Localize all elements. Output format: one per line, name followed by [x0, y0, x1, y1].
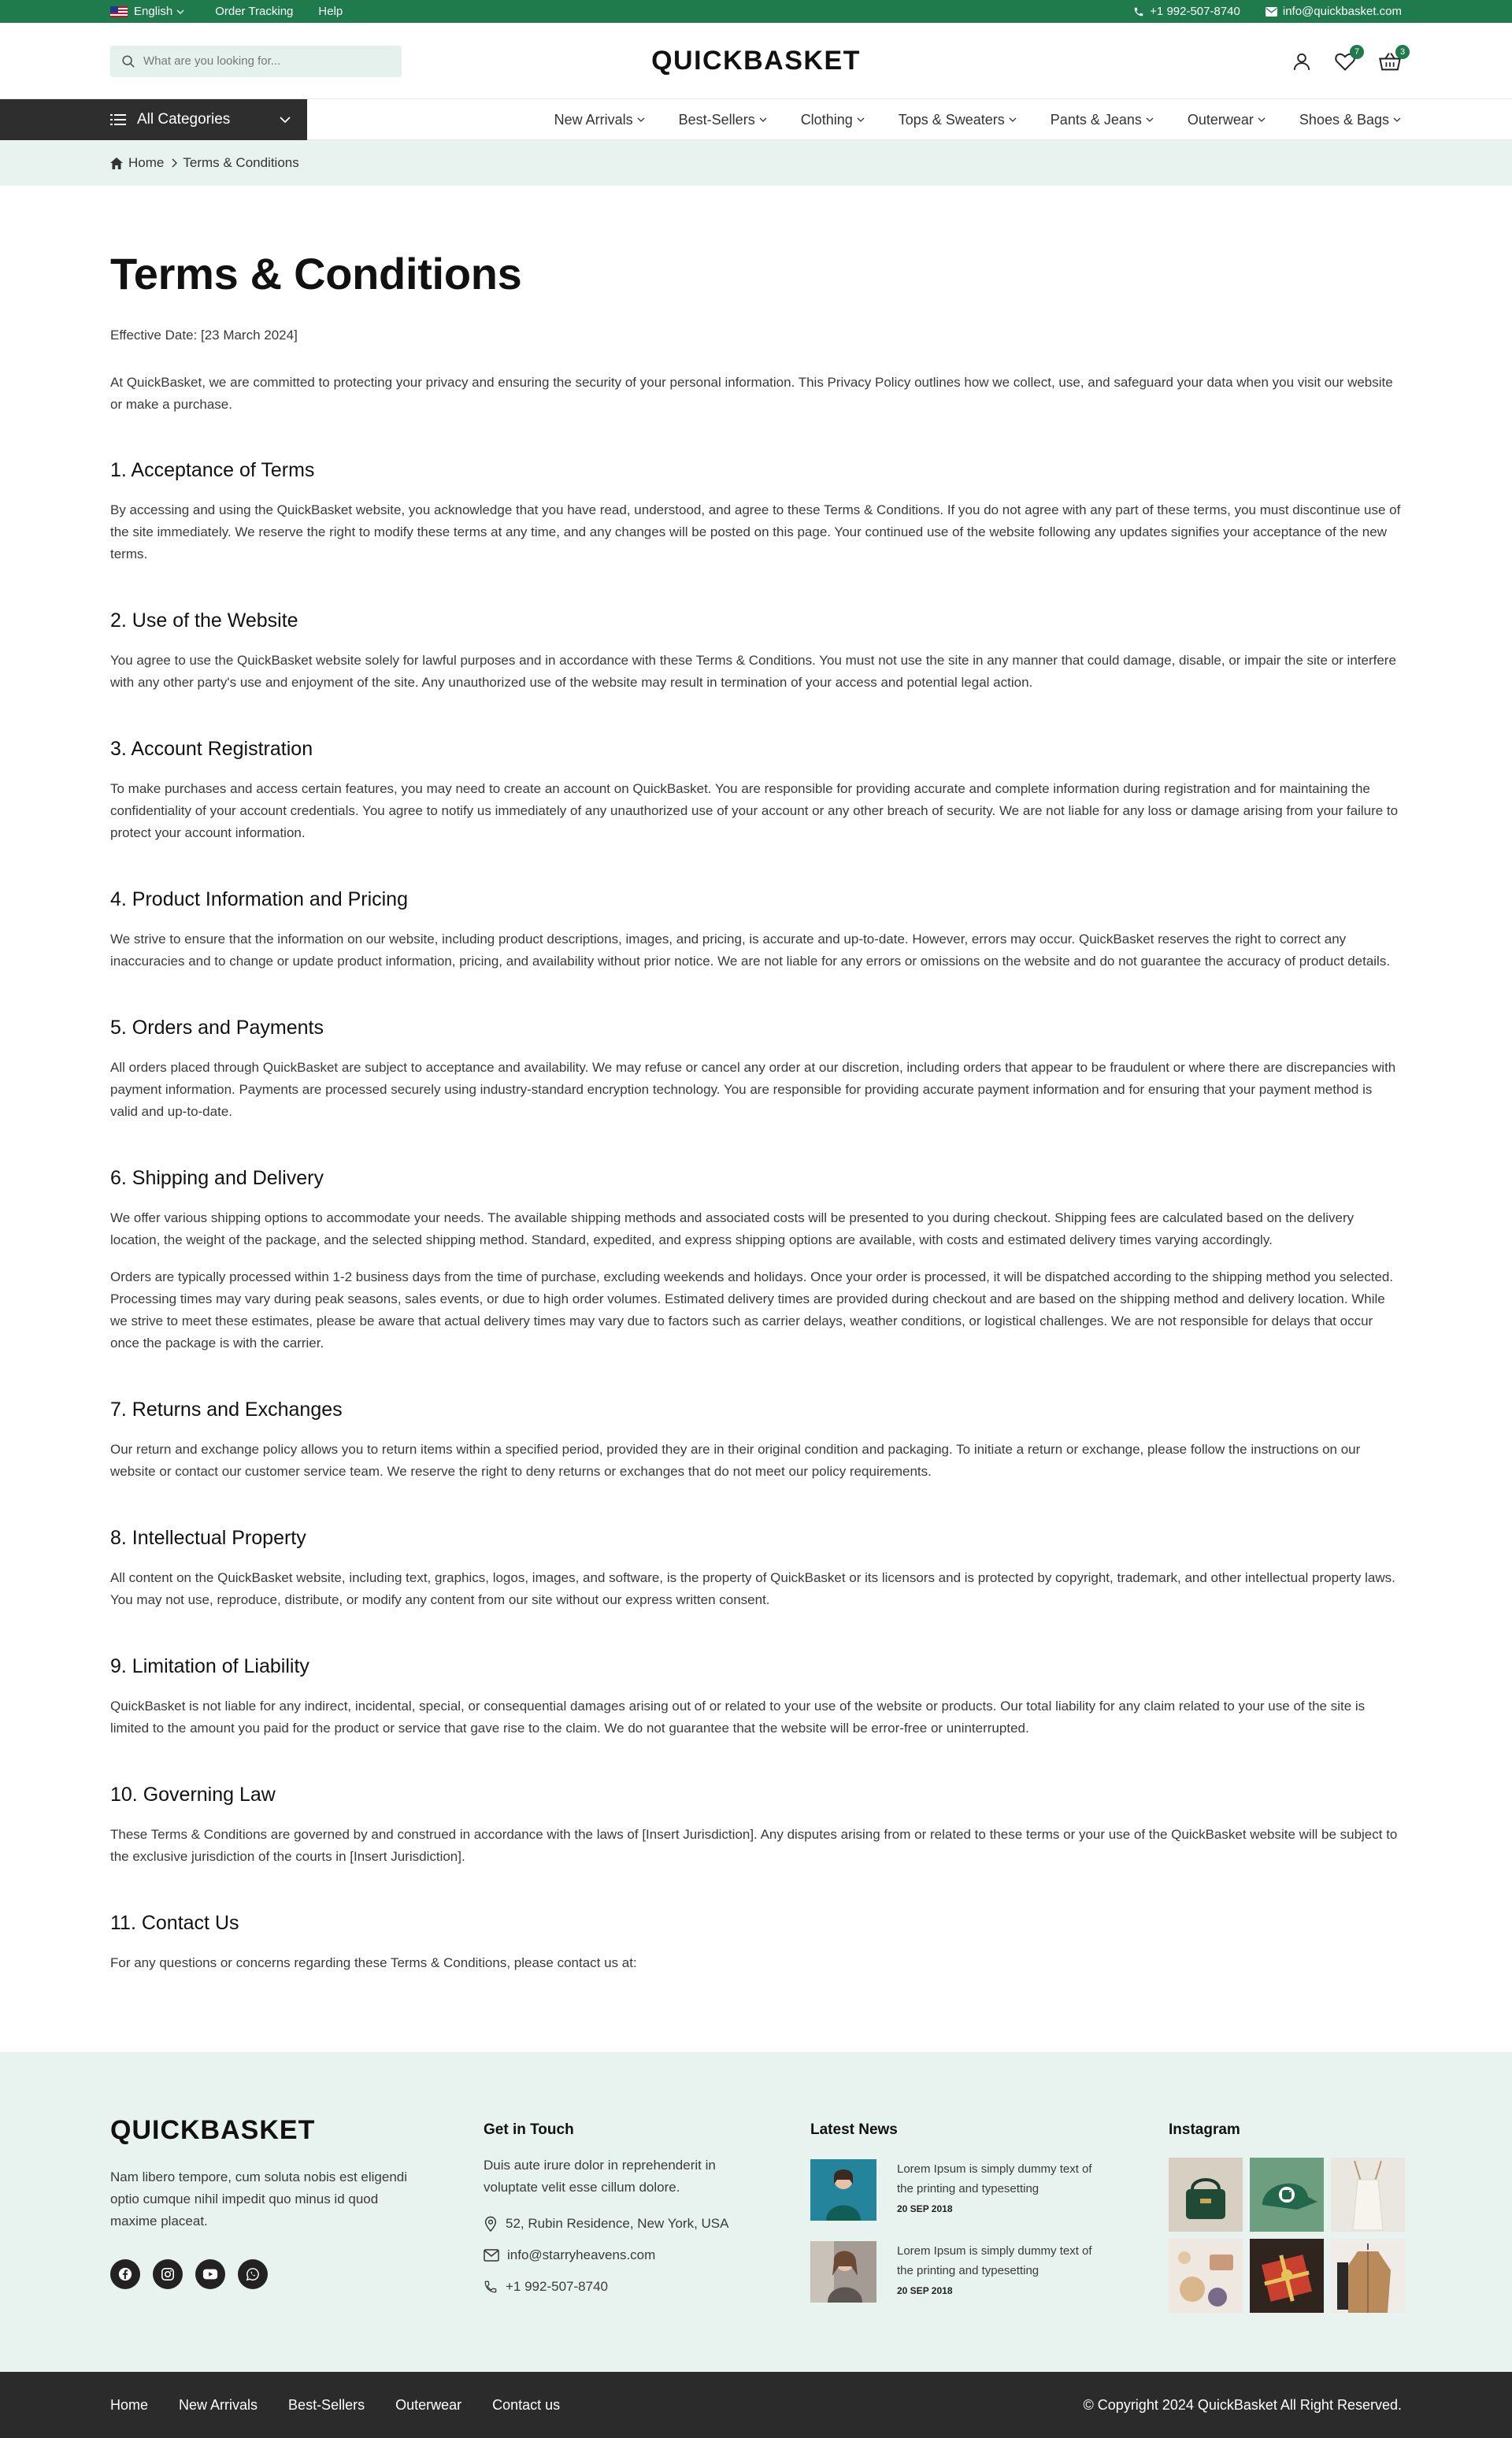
- footer-link-best-sellers[interactable]: Best-Sellers: [288, 2396, 365, 2413]
- breadcrumb-home[interactable]: Home: [128, 155, 165, 170]
- copyright-text: © Copyright 2024 QuickBasket All Right Reserved.: [1083, 2396, 1402, 2413]
- nav-item-label: Clothing: [800, 111, 853, 128]
- cart-button[interactable]: [1378, 46, 1406, 72]
- mail-icon: [1266, 7, 1277, 17]
- news-date: 20 SEP 2018: [897, 2285, 953, 2296]
- instagram-photo-cap[interactable]: [1250, 2158, 1324, 2232]
- section-paragraph: We strive to ensure that the information on our website, including product descriptions, images, and pricing, is accurate and up-to-date. However, errors may occur. QuickBasket reserves the right to correct any inaccuracies and to change or update product information, pricing, and availability without prior notice. We are not liable for any errors or omissions on the website and do not guarantee the accuracy of product details.: [110, 932, 1391, 969]
- footer-link-contact[interactable]: Contact us: [492, 2396, 561, 2413]
- account-button[interactable]: [1292, 51, 1312, 72]
- effective-date: Effective Date: [23 March 2024]: [110, 328, 298, 343]
- whatsapp-button[interactable]: [238, 2259, 268, 2289]
- section-intellectual-property: [110, 1526, 1402, 1611]
- section-paragraph: All content on the QuickBasket website, including text, graphics, logos, images, and software, is the property of QuickBasket or its licensors and is protected by copyright, trademark, and other intellectual property laws. You may not use, reproduce, distribute, or modify any content from our site without our express written consent.: [110, 1570, 1395, 1607]
- footer-phone[interactable]: [484, 2279, 767, 2295]
- home-icon: [110, 157, 123, 169]
- footer-address: [484, 2216, 767, 2232]
- get-in-touch-text: Duis aute irure dolor in reprehenderit in voluptate velit esse cillum dolore.: [484, 2158, 716, 2195]
- section-shipping-delivery: [110, 1166, 1402, 1354]
- intro-paragraph: At QuickBasket, we are committed to protecting your privacy and ensuring the security of your personal information. This Privacy Policy outlines how we collect, use, and safeguard your data when you visit our website or make a purchase.: [110, 375, 1393, 412]
- facebook-button[interactable]: [110, 2259, 140, 2289]
- nav-item-label: New Arrivals: [554, 111, 633, 128]
- map-pin-icon: [484, 2216, 498, 2232]
- footer-phone-text: +1 992-507-8740: [506, 2279, 608, 2294]
- language-selector[interactable]: [110, 5, 190, 18]
- section-heading: 11. Contact Us: [110, 1912, 239, 1934]
- section-heading: 5. Orders and Payments: [110, 1017, 324, 1039]
- news-thumbnail[interactable]: [810, 2159, 876, 2221]
- news-item[interactable]: [810, 2159, 1125, 2221]
- section-product-info: [110, 887, 1402, 973]
- cart-count-badge: 3: [1395, 45, 1410, 59]
- section-heading: 8. Intellectual Property: [110, 1527, 306, 1549]
- section-heading: 9. Limitation of Liability: [110, 1655, 309, 1677]
- breadcrumb: [0, 140, 1512, 186]
- footer-links: [110, 2397, 591, 2414]
- section-paragraph: You agree to use the QuickBasket website solely for lawful purposes and in accordance with these Terms & Conditions. You must not use the site in any manner that could damage, disable, or impair the site or interfere with any other party's use and enjoyment of the site. Any unauthorized use of the website may result in termination of your access and potential legal action.: [110, 653, 1396, 690]
- footer-about: [110, 2115, 425, 2289]
- section-paragraph: For any questions or concerns regarding these Terms & Conditions, please contact us at:: [110, 1955, 637, 1970]
- instagram-icon: [161, 2267, 175, 2281]
- chevron-down-icon: [1257, 115, 1266, 124]
- instagram-photo-cosmetics[interactable]: [1169, 2239, 1243, 2313]
- page-title: Terms & Conditions: [110, 249, 522, 298]
- user-icon: [1292, 51, 1312, 72]
- mail-icon: [484, 2249, 499, 2262]
- news-title[interactable]: Lorem Ipsum is simply dummy text of the printing and typesetting: [897, 2162, 1092, 2195]
- bottom-bar: [0, 2372, 1512, 2438]
- topbar-phone-text: +1 992-507-8740: [1150, 5, 1240, 18]
- news-title[interactable]: Lorem Ipsum is simply dummy text of the printing and typesetting: [897, 2244, 1092, 2277]
- section-account-registration: [110, 737, 1402, 844]
- topbar-email-text: info@quickbasket.com: [1282, 5, 1402, 18]
- wishlist-count-badge: 7: [1350, 45, 1364, 59]
- section-governing-law: [110, 1783, 1402, 1868]
- section-limitation-liability: [110, 1654, 1402, 1740]
- section-paragraph: To make purchases and access certain features, you may need to create an account on QuickBasket. You are responsible for providing accurate and complete information during registration and for maintaining the confidentiality of your account credentials. You agree to notify us immediately of any unauthorized use of your account or any other breach of security. We are not liable for any loss or damage arising from your failure to protect your account information.: [110, 781, 1399, 840]
- section-orders-payments: [110, 1016, 1402, 1123]
- section-heading: 6. Shipping and Delivery: [110, 1167, 324, 1189]
- section-heading: 10. Governing Law: [110, 1784, 276, 1806]
- instagram-button[interactable]: [153, 2259, 183, 2289]
- search-icon[interactable]: [121, 54, 135, 69]
- search-input[interactable]: [143, 54, 380, 68]
- topbar-phone[interactable]: [1133, 5, 1240, 18]
- site-footer: [0, 2052, 1512, 2372]
- breadcrumb-current: Terms & Conditions: [183, 155, 299, 170]
- phone-icon: [1133, 6, 1144, 17]
- news-item[interactable]: [810, 2241, 1125, 2303]
- instagram-photo-bag[interactable]: [1169, 2158, 1243, 2232]
- terms-content: [0, 186, 1512, 1974]
- language-label: English: [134, 5, 173, 18]
- footer-heading: Instagram: [1169, 2121, 1240, 2138]
- instagram-photo-coat[interactable]: [1331, 2239, 1405, 2313]
- main-nav: [0, 99, 1512, 140]
- chevron-down-icon: [1392, 115, 1402, 124]
- chevron-down-icon: [856, 115, 865, 124]
- wishlist-button[interactable]: [1334, 46, 1360, 72]
- section-paragraph: Our return and exchange policy allows you to return items within a specified period, provided they are in their original condition and packaging. To initiate a return or exchange, please follow the instructions on our website or contact our customer service team. We reserve the right to deny returns or exchanges that do not meet our policy requirements.: [110, 1442, 1361, 1479]
- topbar-email[interactable]: [1266, 5, 1402, 18]
- youtube-icon: [202, 2268, 218, 2281]
- chevron-down-icon: [758, 115, 768, 124]
- section-paragraph: QuickBasket is not liable for any indirect, incidental, special, or consequential damages arising out of or related to your use of the website or products. Our total liability for any claim related to your use of the site is limited to the amount you paid for the product or service that gave rise to the claim. We do not guarantee that the website will be error-free or uninterrupted.: [110, 1699, 1366, 1736]
- facebook-icon: [118, 2267, 132, 2281]
- main-header: [0, 23, 1512, 99]
- nav-item-new-arrivals[interactable]: [554, 112, 646, 128]
- chevron-down-icon: [1008, 115, 1017, 124]
- section-returns-exchanges: [110, 1398, 1402, 1483]
- footer-instagram: [1169, 2115, 1405, 2313]
- chevron-down-icon: [176, 8, 184, 16]
- section-acceptance: [110, 458, 1402, 565]
- nav-menu: [521, 99, 1402, 140]
- section-paragraph: Orders are typically processed within 1-2 business days from the time of purchase, excluding weekends and holidays. Once your order is processed, it will be dispatched according to the shipping method you selected. Processing times may vary during peak seasons, sales events, or due to high order volumes. Estimated delivery times are provided during checkout and are based on the shipping method and delivery location. While we strive to meet these estimates, please be aware that actual delivery times may vary due to factors such as carrier delays, weather conditions, or logistical challenges. We are not responsible for delays that occur once the package is with the carrier.: [110, 1269, 1394, 1351]
- nav-item-shoes-bags[interactable]: [1299, 112, 1402, 128]
- phone-icon: [484, 2280, 498, 2294]
- address-text: 52, Rubin Residence, New York, USA: [506, 2216, 729, 2231]
- nav-item-label: Tops & Sweaters: [898, 111, 1005, 128]
- section-heading: 3. Account Registration: [110, 738, 313, 760]
- footer-link-new-arrivals[interactable]: New Arrivals: [179, 2396, 258, 2413]
- youtube-button[interactable]: [195, 2259, 225, 2289]
- footer-heading: Get in Touch: [484, 2121, 574, 2138]
- nav-item-label: Outerwear: [1187, 111, 1254, 128]
- news-thumbnail[interactable]: [810, 2241, 876, 2303]
- top-bar: [0, 0, 1512, 23]
- section-paragraph: All orders placed through QuickBasket are subject to acceptance and availability. We may refuse or cancel any order at our discretion, including orders that appear to be fraudulent or where there are discrepancies with payment information. Payments are processed securely using industry-standard encryption technology. You are responsible for providing accurate payment information and for ensuring that your payment method is valid and up-to-date.: [110, 1060, 1396, 1119]
- nav-item-pants-jeans[interactable]: [1051, 112, 1154, 128]
- footer-get-in-touch: [484, 2115, 767, 2295]
- footer-heading: Latest News: [810, 2121, 898, 2138]
- footer-logo[interactable]: QUICKBASKET: [110, 2115, 316, 2145]
- nav-item-clothing[interactable]: [801, 112, 865, 128]
- section-paragraph: These Terms & Conditions are governed by and construed in accordance with the laws of [Insert Jurisdiction]. Any disputes arising from or related to these terms or your use of the QuickBasket website will be subject to the exclusive jurisdiction of the courts in [Insert Jurisdiction].: [110, 1827, 1398, 1864]
- chevron-down-icon: [1145, 115, 1154, 124]
- section-use-of-website: [110, 609, 1402, 694]
- nav-item-label: Best-Sellers: [678, 111, 755, 128]
- list-icon: [110, 113, 126, 126]
- footer-latest-news: [810, 2115, 1125, 2303]
- chevron-down-icon: [279, 113, 291, 126]
- footer-link-outerwear[interactable]: Outerwear: [395, 2396, 462, 2413]
- chevron-down-icon: [636, 115, 646, 124]
- all-categories-label: All Categories: [137, 111, 231, 128]
- news-date: 20 SEP 2018: [897, 2203, 953, 2214]
- whatsapp-icon: [246, 2267, 260, 2281]
- section-heading: 4. Product Information and Pricing: [110, 888, 408, 910]
- instagram-photo-top[interactable]: [1331, 2158, 1405, 2232]
- us-flag-icon: [110, 6, 128, 17]
- all-categories-button[interactable]: [0, 99, 307, 140]
- footer-link-home[interactable]: Home: [110, 2396, 149, 2413]
- nav-item-label: Shoes & Bags: [1299, 111, 1389, 128]
- nav-item-outerwear[interactable]: [1188, 112, 1266, 128]
- footer-email-text: info@starryheavens.com: [507, 2247, 656, 2262]
- chevron-right-icon: [171, 158, 177, 168]
- section-heading: 2. Use of the Website: [110, 610, 298, 632]
- order-tracking-link[interactable]: Order Tracking: [215, 5, 294, 18]
- search-box[interactable]: [110, 46, 402, 77]
- nav-item-best-sellers[interactable]: [679, 112, 768, 128]
- site-logo[interactable]: QUICKBASKET: [651, 46, 861, 76]
- footer-about-text: Nam libero tempore, cum soluta nobis est eligendi optio cumque nihil impedit quo minus id quod maxime placeat.: [110, 2169, 408, 2229]
- instagram-photo-gift[interactable]: [1250, 2239, 1324, 2313]
- section-paragraph: We offer various shipping options to accommodate your needs. The available shipping methods and associated costs will be presented to you during checkout. Shipping fees are calculated based on the delivery location, the weight of the package, and the selected shipping method. Standard, expedited, and express shipping options are available, with costs and estimated delivery times varying accordingly.: [110, 1210, 1354, 1247]
- nav-item-label: Pants & Jeans: [1050, 111, 1142, 128]
- section-heading: 1. Acceptance of Terms: [110, 459, 315, 481]
- section-heading: 7. Returns and Exchanges: [110, 1399, 343, 1421]
- section-contact-us: [110, 1911, 1402, 1974]
- instagram-grid: [1169, 2158, 1405, 2313]
- nav-item-tops-sweaters[interactable]: [899, 112, 1017, 128]
- section-paragraph: By accessing and using the QuickBasket website, you acknowledge that you have read, understood, and agree to these Terms & Conditions. If you do not agree with any part of these terms, you must discontinue use of the site immediately. We reserve the right to modify these terms at any time, and any changes will be posted on this page. Your continued use of the website following any updates signifies your acceptance of the new terms.: [110, 502, 1401, 561]
- footer-email[interactable]: [484, 2247, 767, 2263]
- help-link[interactable]: Help: [318, 5, 343, 18]
